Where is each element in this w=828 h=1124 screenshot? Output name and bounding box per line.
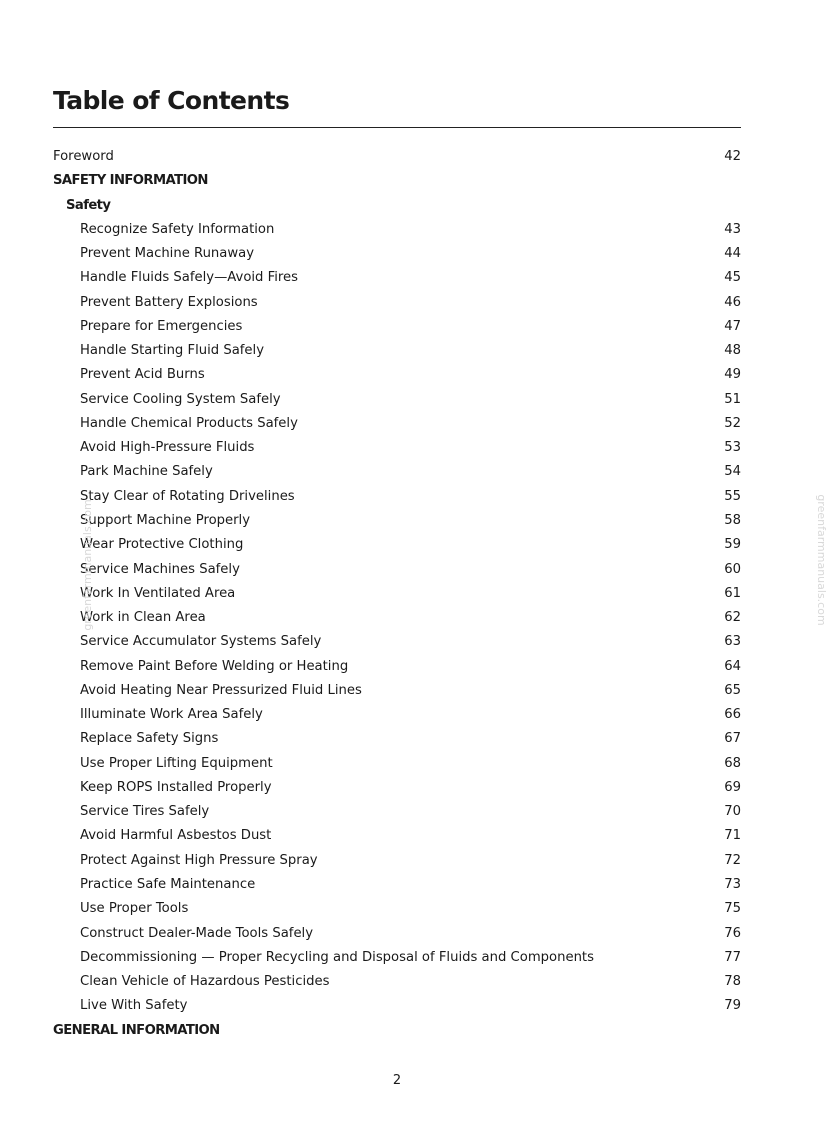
toc-entry-label: Prevent Battery Explosions: [80, 294, 258, 310]
toc-entry-label: Safety: [66, 197, 111, 213]
toc-entry-page: 52: [724, 415, 741, 431]
toc-entry-page: 75: [724, 901, 741, 917]
toc-entry-label: Avoid Harmful Asbestos Dust: [80, 828, 272, 844]
toc-entry[interactable]: [53, 703, 741, 727]
toc-entry-page: 69: [724, 779, 741, 795]
toc-entry-page: 62: [724, 610, 741, 626]
toc-entry[interactable]: [53, 460, 741, 484]
toc-entry[interactable]: [53, 533, 741, 557]
table-of-contents: [53, 145, 741, 1043]
toc-entry-page: 60: [724, 561, 741, 577]
toc-entry-label: Use Proper Lifting Equipment: [80, 755, 273, 771]
toc-entry-page: 47: [724, 318, 741, 334]
toc-entry[interactable]: [53, 776, 741, 800]
toc-entry-label: Park Machine Safely: [80, 464, 213, 480]
toc-entry-label: Clean Vehicle of Hazardous Pesticides: [80, 974, 330, 990]
toc-entry-page: 54: [724, 464, 741, 480]
toc-entry[interactable]: [53, 800, 741, 824]
toc-entry-page: 55: [724, 488, 741, 504]
toc-entry[interactable]: [53, 994, 741, 1018]
toc-entry-page: 61: [724, 585, 741, 601]
toc-entry-label: Decommissioning — Proper Recycling and Disposal of Fluids and Components: [80, 949, 594, 965]
toc-entry[interactable]: [53, 752, 741, 776]
toc-entry-label: Service Accumulator Systems Safely: [80, 634, 322, 650]
toc-entry[interactable]: [53, 655, 741, 679]
toc-entry-page: 58: [724, 512, 741, 528]
toc-entry[interactable]: [53, 946, 741, 970]
toc-entry[interactable]: [53, 897, 741, 921]
toc-entry[interactable]: [53, 824, 741, 848]
toc-section-heading: [53, 169, 741, 193]
toc-entry-label: Use Proper Tools: [80, 901, 189, 917]
toc-entry-label: Support Machine Properly: [80, 512, 251, 528]
toc-entry-label: Illuminate Work Area Safely: [80, 707, 263, 723]
toc-entry[interactable]: [53, 388, 741, 412]
toc-entry-label: Service Tires Safely: [80, 804, 210, 820]
toc-entry[interactable]: [53, 218, 741, 242]
toc-entry-page: 45: [724, 270, 741, 286]
toc-entry-label: Construct Dealer-Made Tools Safely: [80, 925, 314, 941]
toc-entry-page: 44: [724, 246, 741, 262]
toc-entry-label: Avoid High-Pressure Fluids: [80, 440, 255, 456]
toc-entry[interactable]: [53, 606, 741, 630]
toc-entry[interactable]: [53, 436, 741, 460]
toc-entry[interactable]: [53, 363, 741, 387]
toc-entry-label: Foreword: [53, 149, 114, 164]
toc-entry-page: 63: [724, 634, 741, 650]
toc-entry-label: Work in Clean Area: [80, 610, 206, 626]
toc-entry-page: 76: [724, 925, 741, 941]
title-divider: [53, 127, 741, 128]
toc-entry-label: Handle Chemical Products Safely: [80, 415, 298, 431]
toc-entry-label: Recognize Safety Information: [80, 221, 275, 237]
toc-entry-page: 67: [724, 731, 741, 747]
toc-entry[interactable]: [53, 873, 741, 897]
toc-entry-page: 66: [724, 707, 741, 723]
toc-entry-page: 49: [724, 367, 741, 383]
page-number: 2: [392, 1073, 402, 1088]
toc-entry-page: 70: [724, 804, 741, 820]
toc-entry-label: Live With Safety: [80, 998, 188, 1014]
toc-entry-label: Protect Against High Pressure Spray: [80, 852, 318, 868]
toc-entry[interactable]: [53, 412, 741, 436]
toc-entry-page: 42: [724, 149, 741, 164]
toc-entry-label: Wear Protective Clothing: [80, 537, 244, 553]
toc-entry-label: SAFETY INFORMATION: [53, 173, 208, 189]
toc-entry[interactable]: [53, 145, 741, 169]
toc-entry-label: Service Machines Safely: [80, 561, 240, 577]
toc-entry-label: Work In Ventilated Area: [80, 585, 236, 601]
toc-entry[interactable]: [53, 266, 741, 290]
toc-entry-label: Practice Safe Maintenance: [80, 876, 256, 892]
toc-entry-page: 65: [724, 682, 741, 698]
toc-entry[interactable]: [53, 509, 741, 533]
toc-entry-label: Replace Safety Signs: [80, 731, 219, 747]
toc-entry[interactable]: [53, 558, 741, 582]
toc-entry-page: 46: [724, 294, 741, 310]
toc-entry-label: Prepare for Emergencies: [80, 318, 243, 334]
toc-entry[interactable]: [53, 679, 741, 703]
toc-entry-page: 53: [724, 440, 741, 456]
toc-entry[interactable]: [53, 242, 741, 266]
toc-entry-label: GENERAL INFORMATION: [53, 1022, 220, 1038]
toc-entry-label: Handle Starting Fluid Safely: [80, 343, 265, 359]
toc-entry-page: 48: [724, 343, 741, 359]
toc-entry[interactable]: [53, 485, 741, 509]
toc-entry[interactable]: [53, 630, 741, 654]
toc-entry[interactable]: [53, 582, 741, 606]
toc-entry-label: Avoid Heating Near Pressurized Fluid Lines: [80, 682, 362, 698]
watermark-right: greenfarmmanuals.com: [815, 494, 828, 626]
toc-section-heading: [53, 194, 741, 218]
toc-entry[interactable]: [53, 849, 741, 873]
watermark-left: greenfarmmanuals.com: [81, 499, 95, 631]
toc-entry[interactable]: [53, 727, 741, 751]
toc-entry-label: Keep ROPS Installed Properly: [80, 779, 272, 795]
page-title: Table of Contents: [53, 86, 290, 115]
toc-entry-page: 71: [724, 828, 741, 844]
toc-entry-label: Stay Clear of Rotating Drivelines: [80, 488, 295, 504]
toc-entry[interactable]: [53, 970, 741, 994]
toc-entry-page: 79: [724, 998, 741, 1014]
toc-entry-page: 51: [724, 391, 741, 407]
toc-entry-page: 72: [724, 852, 741, 868]
toc-entry-label: Prevent Machine Runaway: [80, 246, 255, 262]
toc-entry-page: 78: [724, 974, 741, 990]
toc-entry[interactable]: [53, 291, 741, 315]
toc-entry-label: Service Cooling System Safely: [80, 391, 281, 407]
toc-entry-page: 73: [724, 876, 741, 892]
toc-entry-page: 64: [724, 658, 741, 674]
toc-section-heading: [53, 1019, 741, 1043]
toc-entry[interactable]: [53, 315, 741, 339]
toc-entry-label: Handle Fluids Safely—Avoid Fires: [80, 270, 299, 286]
toc-entry-page: 68: [724, 755, 741, 771]
toc-entry-page: 43: [724, 221, 741, 237]
toc-entry-page: 77: [724, 949, 741, 965]
toc-entry-label: Remove Paint Before Welding or Heating: [80, 658, 349, 674]
toc-entry[interactable]: [53, 339, 741, 363]
toc-entry[interactable]: [53, 922, 741, 946]
toc-entry-label: Prevent Acid Burns: [80, 367, 205, 383]
toc-entry-page: 59: [724, 537, 741, 553]
